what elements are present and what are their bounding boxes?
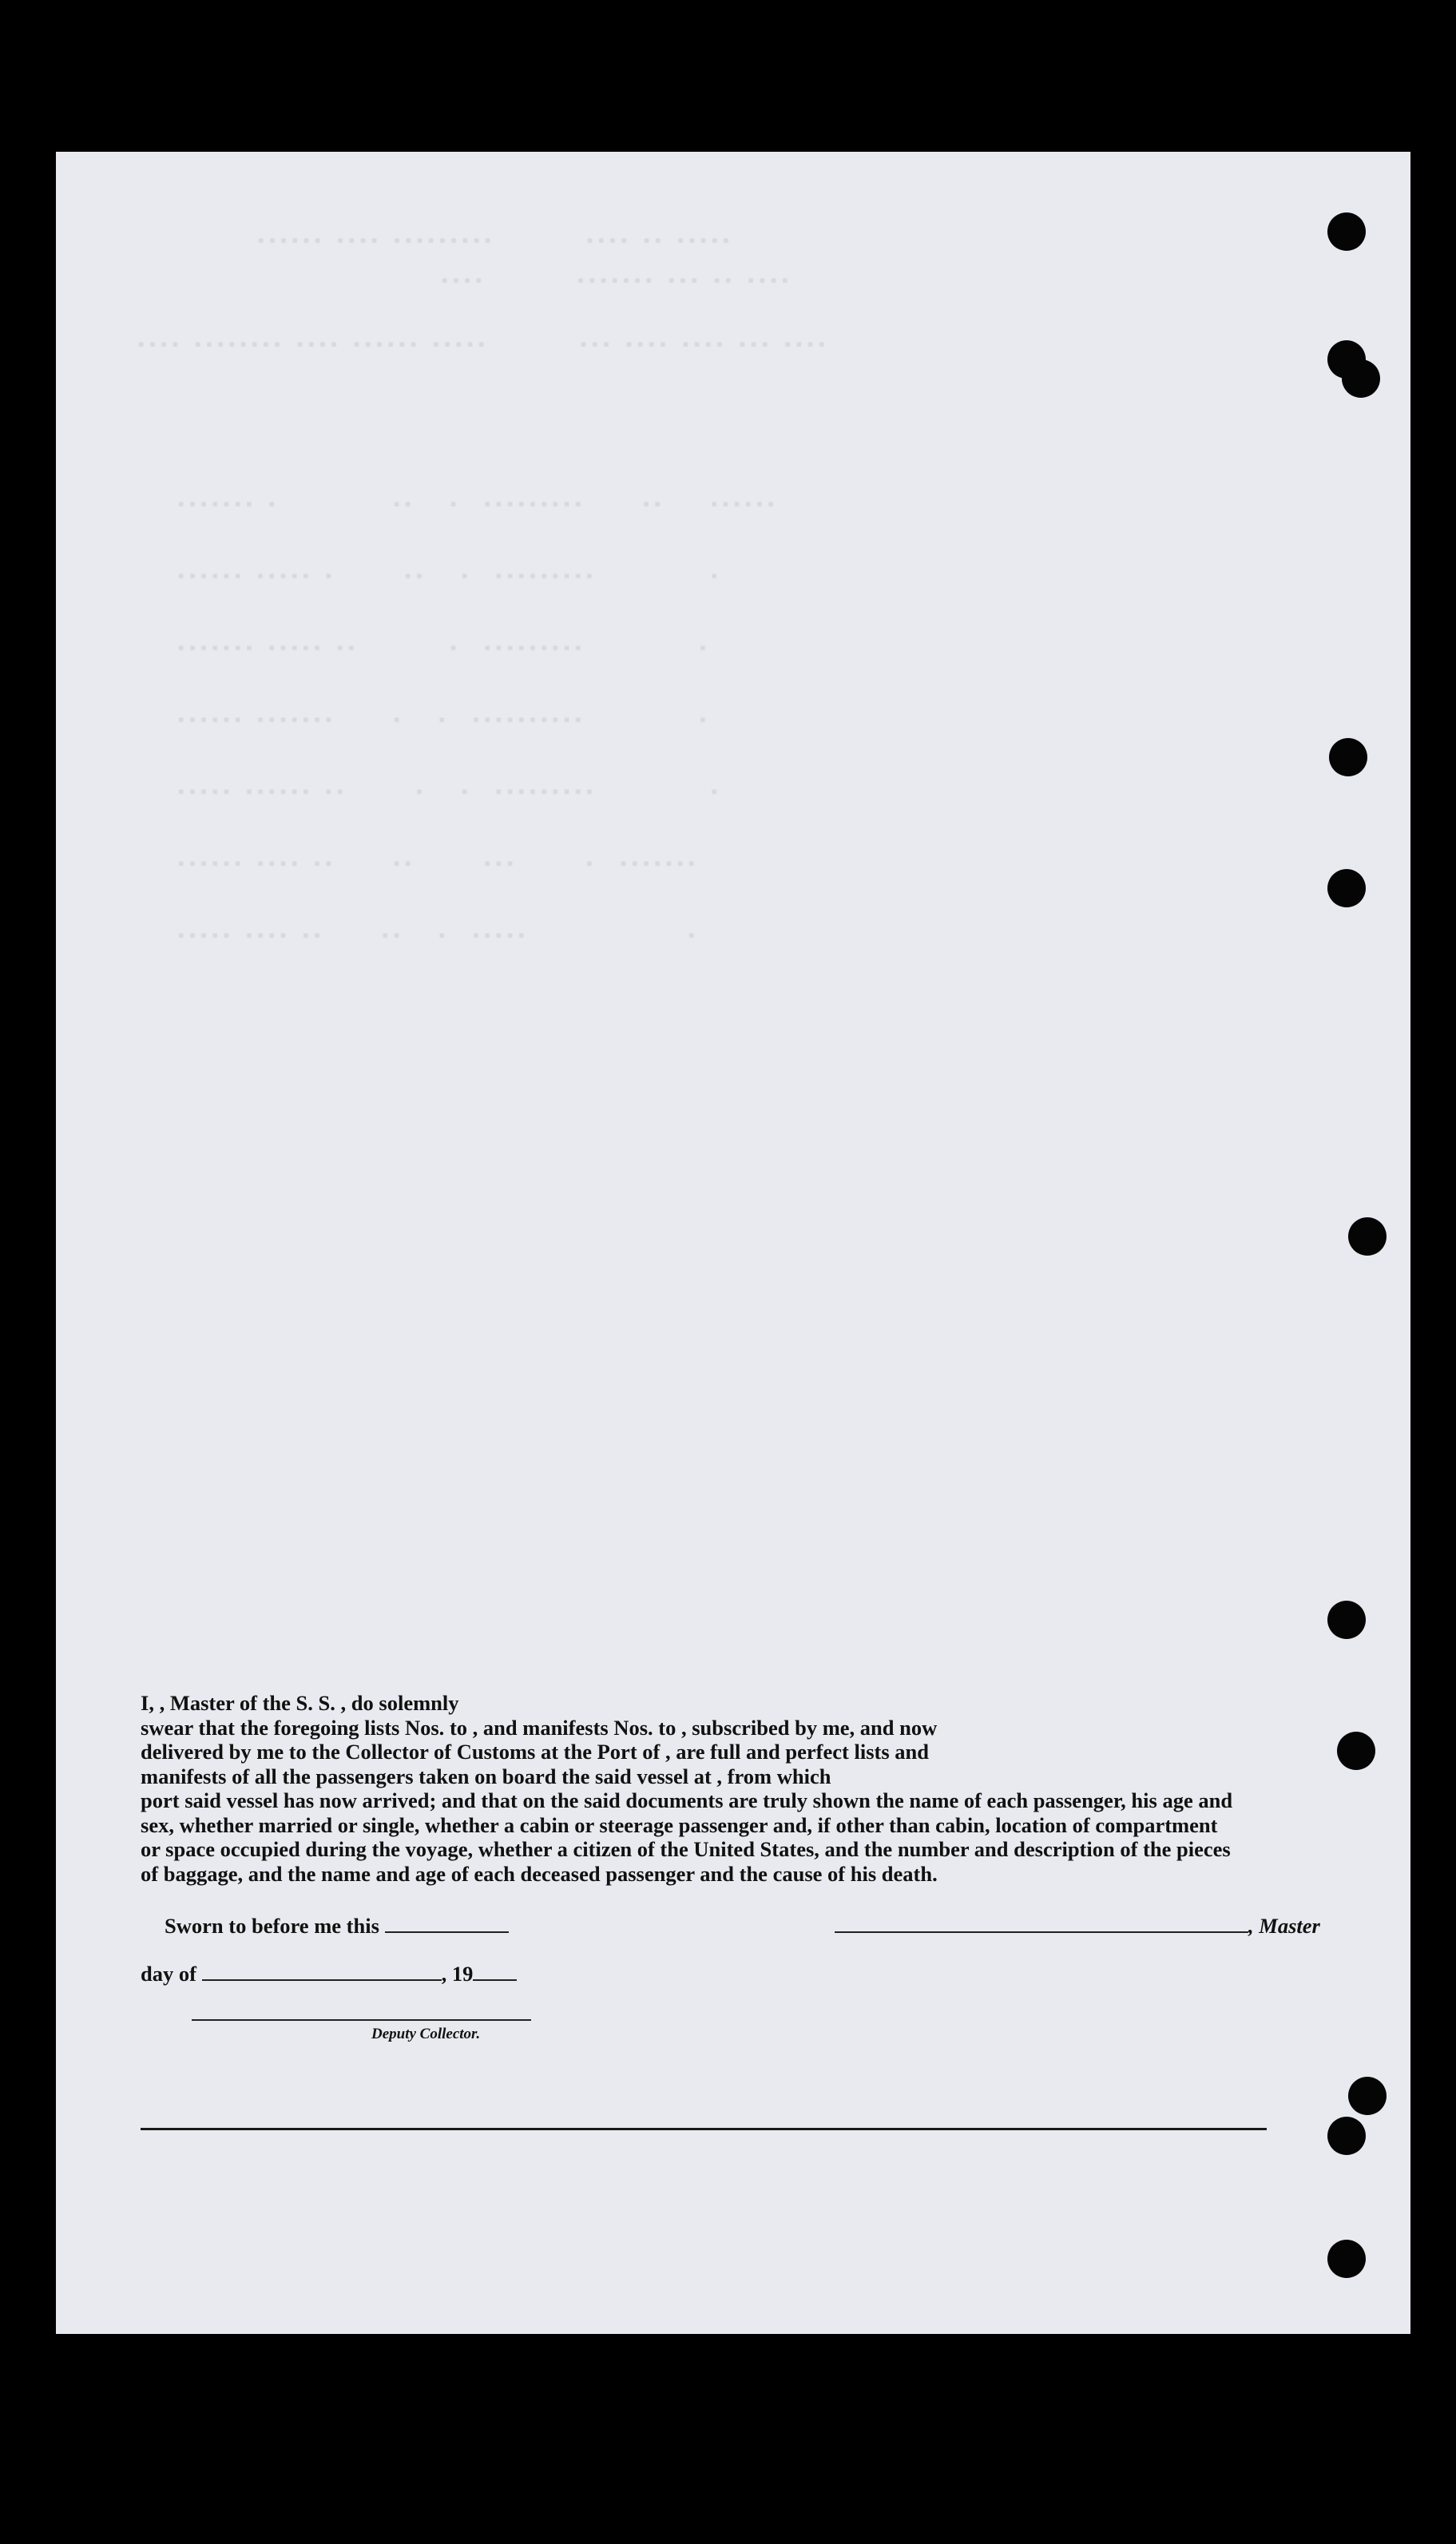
oath-text: , Master of the S. S. (159, 1691, 335, 1715)
oath-line-4 (141, 1764, 1327, 1789)
master-label: , Master (1248, 1914, 1320, 1938)
oath-statement (141, 1691, 1327, 1886)
sworn-row (165, 1914, 509, 1939)
day-of-row (141, 1962, 517, 1986)
manifest-sheet (56, 152, 1410, 2334)
day-of-label: day of (141, 1962, 196, 1986)
bleed-through-text: ▪▪▪▪ ▪▪▪▪▪▪▪▪ ▪▪▪▪ ▪▪▪▪▪▪ ▪▪▪▪▪ ▪▪▪ ▪▪▪▪ ▪▪▪▪ ▪▪▪ ▪▪▪▪ (136, 335, 828, 355)
oath-text: , do solemnly (340, 1691, 459, 1715)
oath-line-1 (141, 1691, 1327, 1716)
month-line (202, 1970, 442, 1981)
oath-line-7: or space occupied during the voyage, whether a citizen of the United States, and the number and description of the pieces (141, 1837, 1231, 1861)
deputy-row (192, 2018, 531, 2043)
bottom-rule (141, 2128, 1267, 2130)
oath-text: , are full and perfect lists and (665, 1740, 929, 1764)
punch-hole (1327, 869, 1366, 907)
oath-text: I, (141, 1691, 154, 1715)
punch-hole (1327, 212, 1366, 251)
oath-text: , and manifests Nos. (472, 1715, 653, 1740)
oath-line-8: of baggage, and the name and age of each deceased passenger and the cause of his death. (141, 1861, 938, 1886)
year-prefix: , 19 (441, 1962, 474, 1986)
punch-hole (1337, 1732, 1375, 1770)
sworn-day-line (385, 1922, 509, 1933)
oath-text: delivered by me to the Collector of Customs at the Port of (141, 1740, 661, 1764)
oath-text: , from which (716, 1764, 831, 1788)
deputy-collector-label: Deputy Collector. (371, 2026, 481, 2042)
master-signature-line (835, 1922, 1248, 1933)
bleed-through-text: ▪▪▪▪▪▪▪ ▪▪▪▪▪ ▪▪ ▪ ▪▪▪▪▪▪▪▪▪ ▪ (176, 639, 709, 659)
oath-line-3 (141, 1740, 1327, 1764)
punch-hole (1327, 2117, 1366, 2155)
sworn-label: Sworn to before me this (165, 1914, 379, 1938)
bleed-through-text: ▪▪▪▪▪ ▪▪▪▪ ▪▪ ▪▪ ▪ ▪▪▪▪▪ ▪ (176, 927, 698, 947)
year-line (473, 1970, 517, 1981)
oath-text: swear that the foregoing lists Nos. (141, 1715, 445, 1740)
oath-line-2 (141, 1716, 1327, 1740)
punch-hole (1329, 738, 1367, 776)
oath-line-5: port said vessel has now arrived; and that on the said documents are truly shown the name of each passenger, his age and (141, 1788, 1233, 1812)
oath-text: manifests of all the passengers taken on board the said vessel at (141, 1764, 712, 1788)
bleed-through-text: ▪▪▪▪▪▪ ▪▪▪▪ ▪▪▪▪▪▪▪▪▪ ▪▪▪▪ ▪▪ ▪▪▪▪▪ (256, 232, 732, 252)
oath-line-6: sex, whether married or single, whether a cabin or steerage passenger and, if other than cabin, location of compartment (141, 1812, 1218, 1837)
master-signature-row (835, 1914, 1320, 1939)
bleed-through-text: ▪▪▪▪▪▪▪ ▪ ▪▪ ▪ ▪▪▪▪▪▪▪▪▪ ▪▪ ▪▪▪▪▪▪ (176, 495, 777, 515)
oath-text: to (658, 1715, 676, 1740)
bleed-through-text: ▪▪▪▪▪▪ ▪▪▪▪▪▪▪ ▪ ▪ ▪▪▪▪▪▪▪▪▪▪ ▪ (176, 711, 709, 731)
punch-hole (1327, 2240, 1366, 2278)
bleed-through-text: ▪▪▪▪▪ ▪▪▪▪▪▪ ▪▪ ▪ ▪ ▪▪▪▪▪▪▪▪▪ ▪ (176, 783, 720, 803)
punch-hole (1342, 359, 1380, 398)
bleed-through-text: ▪▪▪▪ ▪▪▪▪▪▪▪ ▪▪▪ ▪▪ ▪▪▪▪ (439, 272, 791, 292)
oath-text: , subscribed by me, and now (680, 1715, 938, 1740)
oath-text: to (449, 1715, 468, 1740)
bleed-through-text: ▪▪▪▪▪▪ ▪▪▪▪▪ ▪ ▪▪ ▪ ▪▪▪▪▪▪▪▪▪ ▪ (176, 567, 720, 587)
punch-hole (1327, 1601, 1366, 1639)
bleed-through-text: ▪▪▪▪▪▪ ▪▪▪▪ ▪▪ ▪▪ ▪▪▪ ▪ ▪▪▪▪▪▪▪ (176, 855, 698, 875)
deputy-signature-line (192, 2018, 531, 2021)
punch-hole (1348, 2077, 1387, 2115)
punch-hole (1348, 1217, 1387, 1256)
